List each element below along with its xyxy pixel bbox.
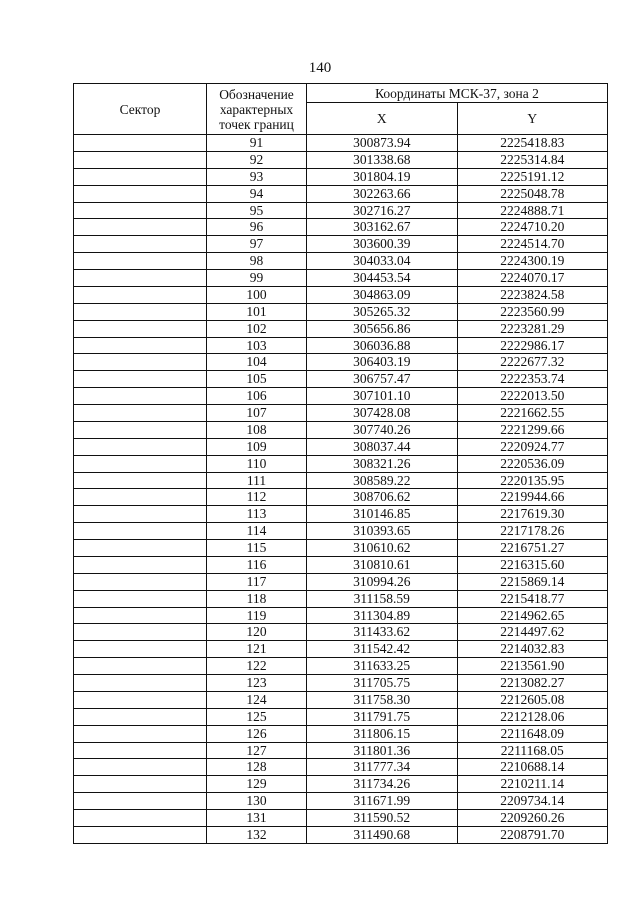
y-coordinate-cell: 2219944.66 (457, 489, 608, 506)
table-row (74, 337, 608, 354)
point-cell: 109 (207, 438, 307, 455)
table-header (74, 84, 608, 135)
table-row (74, 624, 608, 641)
table-row (74, 151, 608, 168)
table-row (74, 202, 608, 219)
sector-cell (74, 371, 207, 388)
table-row (74, 641, 608, 658)
table-row (74, 168, 608, 185)
y-coordinate-cell: 2225314.84 (457, 151, 608, 168)
y-coordinate-cell: 2211168.05 (457, 742, 608, 759)
x-coordinate-cell: 311801.36 (307, 742, 458, 759)
y-coordinate-cell: 2213561.90 (457, 658, 608, 675)
point-cell: 114 (207, 523, 307, 540)
sector-cell (74, 320, 207, 337)
x-coordinate-cell: 311806.15 (307, 725, 458, 742)
point-cell: 131 (207, 810, 307, 827)
x-coordinate-cell: 302263.66 (307, 185, 458, 202)
sector-cell (74, 455, 207, 472)
table-row (74, 421, 608, 438)
x-coordinate-cell: 311158.59 (307, 590, 458, 607)
x-coordinate-cell: 310393.65 (307, 523, 458, 540)
x-coordinate-cell: 311671.99 (307, 793, 458, 810)
table-row (74, 438, 608, 455)
y-coordinate-cell: 2215418.77 (457, 590, 608, 607)
x-coordinate-cell: 304033.04 (307, 253, 458, 270)
table-row (74, 405, 608, 422)
x-coordinate-cell: 302716.27 (307, 202, 458, 219)
sector-cell (74, 388, 207, 405)
y-coordinate-cell: 2222677.32 (457, 354, 608, 371)
y-coordinate-cell: 2222353.74 (457, 371, 608, 388)
y-coordinate-cell: 2209734.14 (457, 793, 608, 810)
x-coordinate-cell: 311758.30 (307, 691, 458, 708)
point-cell: 130 (207, 793, 307, 810)
table-row (74, 506, 608, 523)
sector-cell (74, 523, 207, 540)
y-coordinate-cell: 2224710.20 (457, 219, 608, 236)
table-row (74, 725, 608, 742)
point-cell: 101 (207, 303, 307, 320)
sector-cell (74, 624, 207, 641)
y-coordinate-cell: 2216751.27 (457, 540, 608, 557)
sector-cell (74, 438, 207, 455)
x-coordinate-cell: 308037.44 (307, 438, 458, 455)
point-cell: 116 (207, 556, 307, 573)
table-row (74, 270, 608, 287)
table-body (74, 135, 608, 844)
x-coordinate-cell: 301804.19 (307, 168, 458, 185)
x-coordinate-cell: 308706.62 (307, 489, 458, 506)
y-coordinate-cell: 2224300.19 (457, 253, 608, 270)
point-cell: 110 (207, 455, 307, 472)
sector-cell (74, 354, 207, 371)
y-coordinate-cell: 2225191.12 (457, 168, 608, 185)
point-cell: 129 (207, 776, 307, 793)
x-coordinate-cell: 311705.75 (307, 675, 458, 692)
point-cell: 112 (207, 489, 307, 506)
x-coordinate-cell: 300873.94 (307, 135, 458, 152)
table-row (74, 675, 608, 692)
point-cell: 95 (207, 202, 307, 219)
sector-cell (74, 405, 207, 422)
point-cell: 127 (207, 742, 307, 759)
x-coordinate-cell: 307428.08 (307, 405, 458, 422)
sector-cell (74, 759, 207, 776)
y-coordinate-cell: 2225418.83 (457, 135, 608, 152)
y-coordinate-cell: 2215869.14 (457, 573, 608, 590)
y-coordinate-cell: 2224070.17 (457, 270, 608, 287)
y-coordinate-cell: 2210688.14 (457, 759, 608, 776)
sector-cell (74, 472, 207, 489)
x-coordinate-cell: 311734.26 (307, 776, 458, 793)
x-coordinate-cell: 303600.39 (307, 236, 458, 253)
table-row (74, 388, 608, 405)
sector-cell (74, 270, 207, 287)
x-coordinate-cell: 308321.26 (307, 455, 458, 472)
point-cell: 113 (207, 506, 307, 523)
point-cell: 107 (207, 405, 307, 422)
point-cell: 98 (207, 253, 307, 270)
point-cell: 124 (207, 691, 307, 708)
x-coordinate-cell: 305265.32 (307, 303, 458, 320)
sector-cell (74, 168, 207, 185)
x-coordinate-cell: 311542.42 (307, 641, 458, 658)
x-coordinate-cell: 310146.85 (307, 506, 458, 523)
table-row (74, 556, 608, 573)
point-cell: 117 (207, 573, 307, 590)
sector-cell (74, 776, 207, 793)
header-point-designation: Обозначение характерных точек границ (207, 84, 307, 135)
point-cell: 99 (207, 270, 307, 287)
sector-cell (74, 641, 207, 658)
y-coordinate-cell: 2214032.83 (457, 641, 608, 658)
y-coordinate-cell: 2222013.50 (457, 388, 608, 405)
x-coordinate-cell: 304863.09 (307, 286, 458, 303)
point-cell: 120 (207, 624, 307, 641)
y-coordinate-cell: 2222986.17 (457, 337, 608, 354)
y-coordinate-cell: 2220135.95 (457, 472, 608, 489)
y-coordinate-cell: 2223560.99 (457, 303, 608, 320)
sector-cell (74, 540, 207, 557)
header-y: Y (457, 103, 608, 135)
sector-cell (74, 725, 207, 742)
table-row (74, 354, 608, 371)
x-coordinate-cell: 310994.26 (307, 573, 458, 590)
table-row (74, 219, 608, 236)
point-cell: 104 (207, 354, 307, 371)
point-cell: 106 (207, 388, 307, 405)
point-cell: 119 (207, 607, 307, 624)
y-coordinate-cell: 2217619.30 (457, 506, 608, 523)
table-row (74, 320, 608, 337)
x-coordinate-cell: 311791.75 (307, 708, 458, 725)
x-coordinate-cell: 301338.68 (307, 151, 458, 168)
point-cell: 105 (207, 371, 307, 388)
table-row (74, 691, 608, 708)
y-coordinate-cell: 2213082.27 (457, 675, 608, 692)
x-coordinate-cell: 308589.22 (307, 472, 458, 489)
header-coordinates: Координаты МСК-37, зона 2 (307, 84, 608, 103)
y-coordinate-cell: 2223281.29 (457, 320, 608, 337)
point-cell: 128 (207, 759, 307, 776)
x-coordinate-cell: 303162.67 (307, 219, 458, 236)
y-coordinate-cell: 2214497.62 (457, 624, 608, 641)
table-row (74, 371, 608, 388)
sector-cell (74, 185, 207, 202)
table-row (74, 658, 608, 675)
sector-cell (74, 708, 207, 725)
y-coordinate-cell: 2210211.14 (457, 776, 608, 793)
point-cell: 96 (207, 219, 307, 236)
sector-cell (74, 219, 207, 236)
sector-cell (74, 810, 207, 827)
point-cell: 102 (207, 320, 307, 337)
x-coordinate-cell: 311433.62 (307, 624, 458, 641)
sector-cell (74, 421, 207, 438)
point-cell: 126 (207, 725, 307, 742)
sector-cell (74, 826, 207, 843)
sector-cell (74, 556, 207, 573)
y-coordinate-cell: 2212605.08 (457, 691, 608, 708)
y-coordinate-cell: 2209260.26 (457, 810, 608, 827)
sector-cell (74, 573, 207, 590)
point-cell: 111 (207, 472, 307, 489)
table-row (74, 810, 608, 827)
point-cell: 92 (207, 151, 307, 168)
point-cell: 132 (207, 826, 307, 843)
x-coordinate-cell: 306757.47 (307, 371, 458, 388)
y-coordinate-cell: 2211648.09 (457, 725, 608, 742)
y-coordinate-cell: 2224888.71 (457, 202, 608, 219)
sector-cell (74, 489, 207, 506)
y-coordinate-cell: 2208791.70 (457, 826, 608, 843)
table-row (74, 253, 608, 270)
y-coordinate-cell: 2216315.60 (457, 556, 608, 573)
sector-cell (74, 151, 207, 168)
point-cell: 97 (207, 236, 307, 253)
sector-cell (74, 253, 207, 270)
y-coordinate-cell: 2220536.09 (457, 455, 608, 472)
y-coordinate-cell: 2225048.78 (457, 185, 608, 202)
y-coordinate-cell: 2223824.58 (457, 286, 608, 303)
table-row (74, 540, 608, 557)
sector-cell (74, 236, 207, 253)
sector-cell (74, 506, 207, 523)
sector-cell (74, 742, 207, 759)
sector-cell (74, 658, 207, 675)
table-row (74, 489, 608, 506)
point-cell: 94 (207, 185, 307, 202)
x-coordinate-cell: 311304.89 (307, 607, 458, 624)
x-coordinate-cell: 311590.52 (307, 810, 458, 827)
header-x: X (307, 103, 458, 135)
table-row (74, 135, 608, 152)
x-coordinate-cell: 306403.19 (307, 354, 458, 371)
sector-cell (74, 691, 207, 708)
point-cell: 100 (207, 286, 307, 303)
sector-cell (74, 337, 207, 354)
y-coordinate-cell: 2224514.70 (457, 236, 608, 253)
x-coordinate-cell: 307740.26 (307, 421, 458, 438)
y-coordinate-cell: 2221662.55 (457, 405, 608, 422)
table-row (74, 286, 608, 303)
y-coordinate-cell: 2212128.06 (457, 708, 608, 725)
table-row (74, 826, 608, 843)
point-cell: 115 (207, 540, 307, 557)
page-number: 140 (308, 60, 332, 76)
sector-cell (74, 607, 207, 624)
point-cell: 123 (207, 675, 307, 692)
sector-cell (74, 590, 207, 607)
y-coordinate-cell: 2217178.26 (457, 523, 608, 540)
x-coordinate-cell: 311490.68 (307, 826, 458, 843)
coordinates-table (73, 83, 608, 844)
sector-cell (74, 675, 207, 692)
x-coordinate-cell: 305656.86 (307, 320, 458, 337)
x-coordinate-cell: 311777.34 (307, 759, 458, 776)
table-row (74, 793, 608, 810)
y-coordinate-cell: 2214962.65 (457, 607, 608, 624)
point-cell: 108 (207, 421, 307, 438)
x-coordinate-cell: 307101.10 (307, 388, 458, 405)
table-row (74, 742, 608, 759)
table-row (74, 759, 608, 776)
table-row (74, 303, 608, 320)
table-row (74, 573, 608, 590)
y-coordinate-cell: 2221299.66 (457, 421, 608, 438)
table-row (74, 523, 608, 540)
header-sector: Сектор (74, 84, 207, 135)
point-cell: 91 (207, 135, 307, 152)
table-row (74, 236, 608, 253)
point-cell: 121 (207, 641, 307, 658)
sector-cell (74, 286, 207, 303)
y-coordinate-cell: 2220924.77 (457, 438, 608, 455)
sector-cell (74, 793, 207, 810)
point-cell: 93 (207, 168, 307, 185)
table-row (74, 607, 608, 624)
sector-cell (74, 135, 207, 152)
point-cell: 125 (207, 708, 307, 725)
table-row (74, 776, 608, 793)
sector-cell (74, 202, 207, 219)
point-cell: 103 (207, 337, 307, 354)
point-cell: 118 (207, 590, 307, 607)
table-row (74, 455, 608, 472)
x-coordinate-cell: 304453.54 (307, 270, 458, 287)
sector-cell (74, 303, 207, 320)
x-coordinate-cell: 306036.88 (307, 337, 458, 354)
point-cell: 122 (207, 658, 307, 675)
table-row (74, 708, 608, 725)
table-row (74, 472, 608, 489)
x-coordinate-cell: 311633.25 (307, 658, 458, 675)
table-row (74, 185, 608, 202)
table-row (74, 590, 608, 607)
x-coordinate-cell: 310810.61 (307, 556, 458, 573)
x-coordinate-cell: 310610.62 (307, 540, 458, 557)
